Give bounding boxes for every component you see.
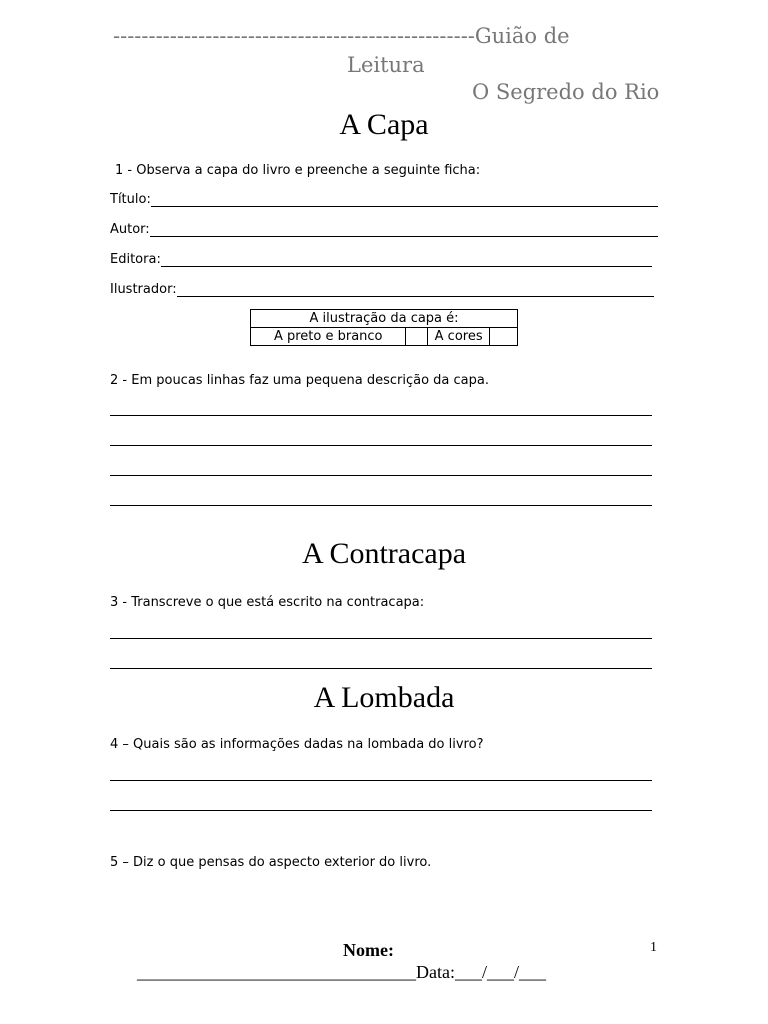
answer-line[interactable] (110, 475, 652, 476)
checkbox-preto-branco[interactable] (406, 328, 427, 346)
illustration-table-header: A ilustração da capa é: (251, 310, 518, 328)
question-1: 1 - Observa a capa do livro e preenche a seguinte ficha: (115, 163, 481, 178)
section-title-lombada: A Lombada (313, 681, 455, 714)
section-title-capa: A Capa (339, 108, 429, 141)
answer-line[interactable] (110, 415, 652, 416)
field-line-editora[interactable] (161, 254, 652, 267)
name-date-line[interactable]: _______________________________Data:___/___/___ (137, 962, 546, 982)
field-label-titulo: Título: (110, 192, 151, 207)
option-preto-branco: A preto e branco (251, 328, 406, 346)
answer-line[interactable] (110, 810, 652, 811)
header-dashes-title: ---------------------------------------------------Guião de (113, 24, 570, 48)
field-editora[interactable] (110, 252, 652, 267)
question-4: 4 – Quais são as informações dadas na lombada do livro? (110, 737, 484, 752)
field-autor[interactable] (110, 222, 658, 237)
answer-line[interactable] (110, 668, 652, 669)
answer-line[interactable] (110, 638, 652, 639)
question-3: 3 - Transcreve o que está escrito na contracapa: (110, 595, 425, 610)
field-line-ilustrador[interactable] (177, 284, 654, 297)
question-5: 5 – Diz o que pensas do aspecto exterior do livro. (110, 855, 432, 870)
field-line-autor[interactable] (150, 224, 658, 237)
field-label-ilustrador: Ilustrador: (110, 282, 177, 297)
section-title-contracapa: A Contracapa (301, 537, 467, 570)
nome-label: Nome: (343, 940, 394, 960)
answer-line[interactable] (110, 780, 652, 781)
illustration-table (250, 309, 518, 346)
field-line-titulo[interactable] (151, 194, 658, 207)
answer-line[interactable] (110, 445, 652, 446)
field-ilustrador[interactable] (110, 282, 654, 297)
field-label-editora: Editora: (110, 252, 161, 267)
field-titulo[interactable] (110, 192, 658, 207)
checkbox-cores[interactable] (490, 328, 518, 346)
page-number: 1 (650, 940, 657, 955)
book-title: O Segredo do Rio (472, 80, 660, 104)
field-label-autor: Autor: (110, 222, 150, 237)
header-subtitle: Leitura (347, 53, 425, 77)
answer-line[interactable] (110, 505, 652, 506)
option-cores: A cores (427, 328, 489, 346)
question-2: 2 - Em poucas linhas faz uma pequena descrição da capa. (110, 373, 489, 388)
